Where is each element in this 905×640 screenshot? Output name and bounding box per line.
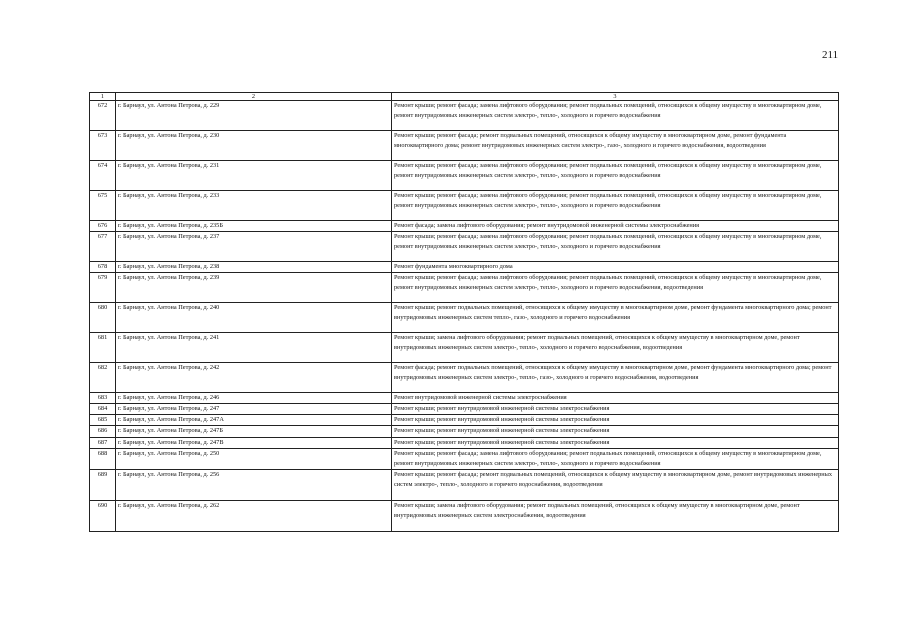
row-number-cell: 682 [90, 363, 116, 393]
address-cell: г. Барнаул, ул. Антона Петрова, д. 262 [116, 500, 392, 531]
table-row [90, 500, 839, 531]
works-cell: Ремонт крыши; ремонт подвальных помещений, относящихся к общему имуществу в многоквартирном доме, ремонт фундамента многоквартирного дома; ремонт внутридомовых инженерных систем тепло-, газо-, холодного и горячего водоснабжения [392, 303, 839, 333]
row-number-cell: 689 [90, 469, 116, 500]
column-header-works: 3 [392, 93, 839, 101]
works-cell: Ремонт крыши; ремонт внутридомовой инженерной системы электроснабжения [392, 404, 839, 415]
works-cell: Ремонт крыши; ремонт фасада; замена лифтового оборудования; ремонт подвальных помещений, относящихся к общему имуществу в многоквартирном доме, ремонт внутридомовых инженерных систем электро-, тепло-, холодного и горячего водоснабжения [392, 191, 839, 221]
address-cell: г. Барнаул, ул. Антона Петрова, д. 256 [116, 469, 392, 500]
table-row [90, 426, 839, 437]
table-row [90, 303, 839, 333]
address-cell: г. Барнаул, ул. Антона Петрова, д. 247В [116, 437, 392, 448]
works-cell: Ремонт крыши; ремонт внутридомовой инженерной системы электроснабжения [392, 426, 839, 437]
address-cell: г. Барнаул, ул. Антона Петрова, д. 246 [116, 393, 392, 404]
address-cell: г. Барнаул, ул. Антона Петрова, д. 241 [116, 333, 392, 363]
address-cell: г. Барнаул, ул. Антона Петрова, д. 238 [116, 262, 392, 273]
table-row [90, 232, 839, 262]
works-cell: Ремонт крыши; ремонт фасада; замена лифтового оборудования; ремонт подвальных помещений, относящихся к общему имуществу в многоквартирном доме, ремонт внутридомовых инженерных систем электро-, тепло-, холодного и горячего водоснабжения [392, 232, 839, 262]
row-number-cell: 680 [90, 303, 116, 333]
table-row [90, 262, 839, 273]
table-row [90, 191, 839, 221]
address-cell: г. Барнаул, ул. Антона Петрова, д. 247Б [116, 426, 392, 437]
page-number: 211 [822, 49, 839, 61]
row-number-cell: 672 [90, 101, 116, 131]
address-cell: г. Барнаул, ул. Антона Петрова, д. 247А [116, 415, 392, 426]
table-row [90, 273, 839, 303]
table-row [90, 363, 839, 393]
address-cell: г. Барнаул, ул. Антона Петрова, д. 247 [116, 404, 392, 415]
address-cell: г. Барнаул, ул. Антона Петрова, д. 229 [116, 101, 392, 131]
row-number-cell: 678 [90, 262, 116, 273]
row-number-cell: 677 [90, 232, 116, 262]
table-body [90, 93, 839, 532]
works-cell: Ремонт крыши; ремонт фасада; замена лифтового оборудования; ремонт подвальных помещений, относящихся к общему имуществу в многоквартирном доме, ремонт внутридомовых инженерных систем электро-, тепло-, холодного и горячего водоснабжения, водоотведения [392, 273, 839, 303]
table-row [90, 333, 839, 363]
table-row [90, 161, 839, 191]
row-number-cell: 675 [90, 191, 116, 221]
works-cell: Ремонт крыши; ремонт внутридомовой инженерной системы электроснабжения [392, 437, 839, 448]
address-cell: г. Барнаул, ул. Антона Петрова, д. 231 [116, 161, 392, 191]
row-number-cell: 686 [90, 426, 116, 437]
table-row [90, 415, 839, 426]
row-number-cell: 685 [90, 415, 116, 426]
address-cell: г. Барнаул, ул. Антона Петрова, д. 230 [116, 131, 392, 161]
table-row [90, 101, 839, 131]
row-number-cell: 684 [90, 404, 116, 415]
row-number-cell: 679 [90, 273, 116, 303]
works-table [89, 92, 839, 532]
row-number-cell: 688 [90, 448, 116, 469]
works-cell: Ремонт крыши; ремонт внутридомовой инженерной системы электроснабжения [392, 415, 839, 426]
works-cell: Ремонт крыши; ремонт фасада; замена лифтового оборудования; ремонт подвальных помещений, относящихся к общему имуществу в многоквартирном доме, ремонт внутридомовых инженерных систем электро-, тепло-, холодного и горячего водоснабжения [392, 448, 839, 469]
table-row [90, 221, 839, 232]
table-row [90, 448, 839, 469]
table-row [90, 131, 839, 161]
works-cell: Ремонт крыши; замена лифтового оборудования; ремонт подвальных помещений, относящихся к общему имуществу в многоквартирном доме, ремонт внутридомовых инженерных систем электро-, тепло-, холодного и горячего водоснабжения, водоотведения [392, 333, 839, 363]
row-number-cell: 676 [90, 221, 116, 232]
address-cell: г. Барнаул, ул. Антона Петрова, д. 250 [116, 448, 392, 469]
row-number-cell: 673 [90, 131, 116, 161]
table-row [90, 437, 839, 448]
row-number-cell: 674 [90, 161, 116, 191]
table-row [90, 393, 839, 404]
address-cell: г. Барнаул, ул. Антона Петрова, д. 240 [116, 303, 392, 333]
table-header-row [90, 93, 839, 101]
row-number-cell: 683 [90, 393, 116, 404]
row-number-cell: 681 [90, 333, 116, 363]
works-cell: Ремонт фасада; ремонт подвальных помещений, относящихся к общему имуществу в многоквартирном доме, ремонт фундамента многоквартирного дома; ремонт внутридомовых инженерных систем электро-, тепло-, газо-, холодного и горячего водоснабжения, водоотведения [392, 363, 839, 393]
works-cell: Ремонт крыши; замена лифтового оборудования; ремонт подвальных помещений, относящихся к общему имуществу в многоквартирном доме, ремонт внутридомовых инженерных систем электроснабжения, водоотведения [392, 500, 839, 531]
address-cell: г. Барнаул, ул. Антона Петрова, д. 242 [116, 363, 392, 393]
address-cell: г. Барнаул, ул. Антона Петрова, д. 233 [116, 191, 392, 221]
column-header-number: 1 [90, 93, 116, 101]
works-cell: Ремонт внутридомовой инженерной системы электроснабжения [392, 393, 839, 404]
works-cell: Ремонт крыши; ремонт фасада; ремонт подвальных помещений, относящихся к общему имуществу в многоквартирном доме, ремонт фундамента многоквартирного дома; ремонт внутридомовых инженерных систем электро-, газо-, холодного и горячего водоснабжения, водоотведения [392, 131, 839, 161]
table-row [90, 404, 839, 415]
address-cell: г. Барнаул, ул. Антона Петрова, д. 237 [116, 232, 392, 262]
works-cell: Ремонт фасада; замена лифтового оборудования; ремонт внутридомовой инженерной системы электроснабжения [392, 221, 839, 232]
works-cell: Ремонт крыши; ремонт фасада; замена лифтового оборудования; ремонт подвальных помещений, относящихся к общему имуществу в многоквартирном доме, ремонт внутридомовых инженерных систем электро-, тепло-, холодного и горячего водоснабжения [392, 101, 839, 131]
table-row [90, 469, 839, 500]
works-cell: Ремонт крыши; ремонт фасада; замена лифтового оборудования; ремонт подвальных помещений, относящихся к общему имуществу в многоквартирном доме, ремонт внутридомовых инженерных систем электро-, тепло-, холодного и горячего водоснабжения [392, 161, 839, 191]
works-cell: Ремонт фундамента многоквартирного дома [392, 262, 839, 273]
row-number-cell: 687 [90, 437, 116, 448]
address-cell: г. Барнаул, ул. Антона Петрова, д. 239 [116, 273, 392, 303]
row-number-cell: 690 [90, 500, 116, 531]
works-cell: Ремонт крыши; ремонт фасада; ремонт подвальных помещений, относящихся к общему имуществу в многоквартирном доме, ремонт внутридомовых инженерных систем электро-, тепло-, холодного и горячего водоснабжения, водоотведения [392, 469, 839, 500]
column-header-address: 2 [116, 93, 392, 101]
address-cell: г. Барнаул, ул. Антона Петрова, д. 235Б [116, 221, 392, 232]
